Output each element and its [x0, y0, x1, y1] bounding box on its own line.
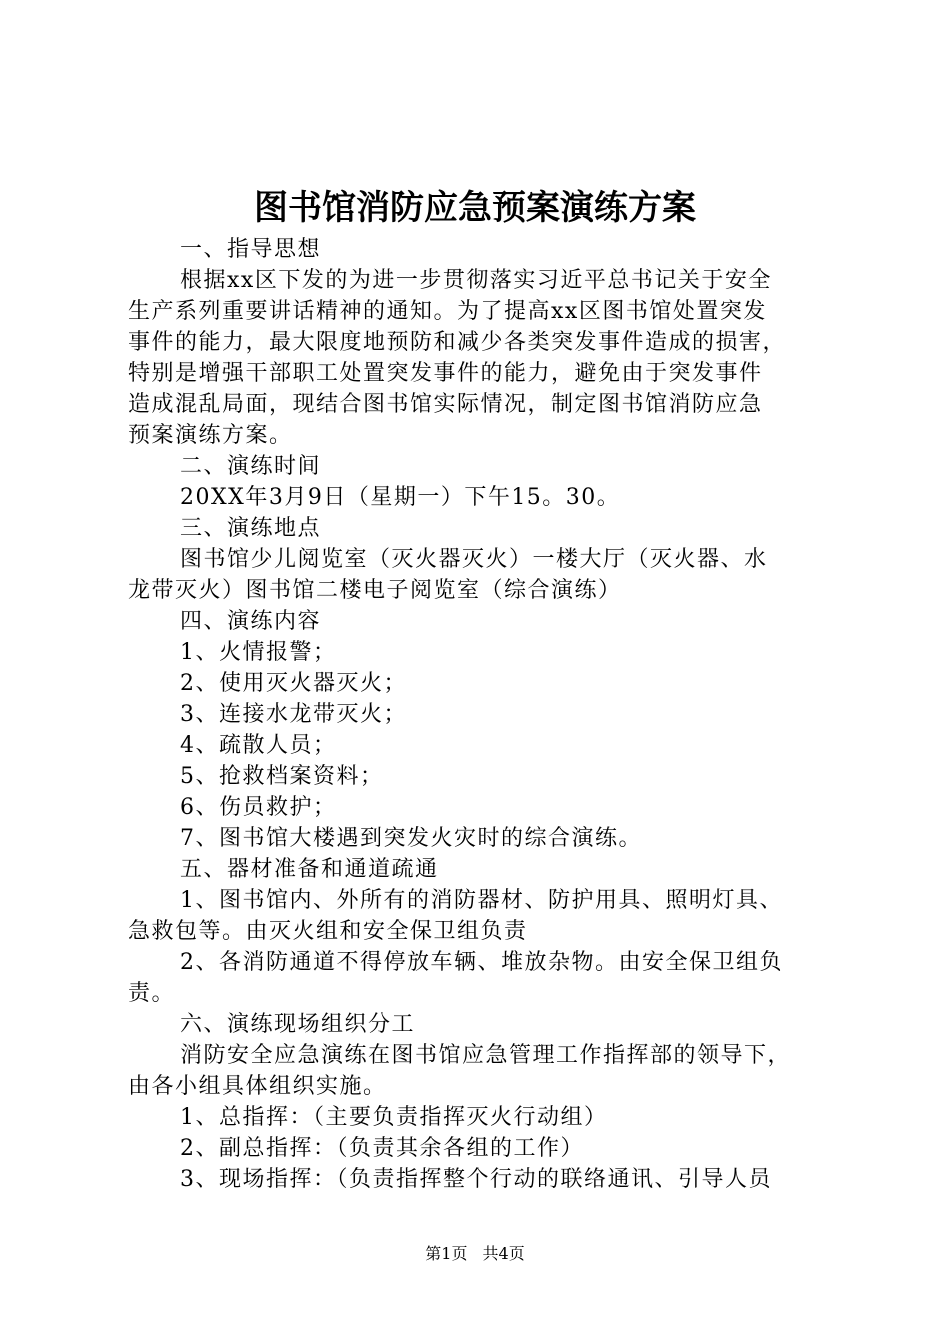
body-line: 2、使用灭火器灭火；	[180, 671, 407, 696]
page-number: 第1页	[425, 1244, 468, 1263]
body-line: 责。	[128, 981, 176, 1006]
body-line: 1、火情报警；	[180, 640, 337, 665]
page-total: 共4页	[482, 1244, 525, 1263]
body-line: 五、器材准备和通道疏通	[180, 857, 439, 882]
body-line: 20XX年3月9日（星期一）下午15。30。	[180, 485, 621, 510]
body-line: 事件的能力，最大限度地预防和减少各类突发事件造成的损害，	[128, 330, 787, 355]
body-line: 四、演练内容	[180, 609, 322, 634]
body-line: 2、各消防通道不得停放车辆、堆放杂物。由安全保卫组负	[180, 950, 783, 975]
body-line: 造成混乱局面，现结合图书馆实际情况，制定图书馆消防应急	[128, 392, 763, 417]
body-line: 7、图书馆大楼遇到突发火灾时的综合演练。	[180, 826, 642, 851]
body-line: 6、伤员救护；	[180, 795, 337, 820]
body-line: 三、演练地点	[180, 516, 322, 541]
document-body	[128, 234, 840, 1195]
body-line: 图书馆少儿阅览室（灭火器灭火）一楼大厅（灭火器、水	[180, 547, 768, 572]
body-line: 六、演练现场组织分工	[180, 1012, 416, 1037]
body-line: 二、演练时间	[180, 454, 322, 479]
body-line: 1、总指挥：（主要负责指挥灭火行动组）	[180, 1105, 608, 1130]
document-title: 图书馆消防应急预案演练方案	[254, 188, 696, 228]
body-line: 生产系列重要讲话精神的通知。为了提高xx区图书馆处置突发	[128, 299, 767, 324]
body-line: 龙带灭火）图书馆二楼电子阅览室（综合演练）	[128, 578, 622, 603]
body-line: 由各小组具体组织实施。	[128, 1074, 387, 1099]
page-footer	[0, 1242, 950, 1266]
body-line: 4、疏散人员；	[180, 733, 337, 758]
body-line: 消防安全应急演练在图书馆应急管理工作指挥部的领导下，	[180, 1043, 792, 1068]
body-line: 根据xx区下发的为进一步贯彻落实习近平总书记关于安全	[180, 268, 772, 293]
body-line: 一、指导思想	[180, 237, 322, 262]
body-line: 急救包等。由灭火组和安全保卫组负责	[128, 919, 528, 944]
body-line: 3、连接水龙带灭火；	[180, 702, 407, 727]
body-line: 1、图书馆内、外所有的消防器材、防护用具、照明灯具、	[180, 888, 783, 913]
body-line: 预案演练方案。	[128, 423, 293, 448]
body-line: 5、抢救档案资料；	[180, 764, 384, 789]
body-line: 3、现场指挥：（负责指挥整个行动的联络通讯、引导人员	[180, 1167, 772, 1192]
body-line: 特别是增强干部职工处置突发事件的能力，避免由于突发事件	[128, 361, 763, 386]
body-line: 2、副总指挥：（负责其余各组的工作）	[180, 1136, 584, 1161]
